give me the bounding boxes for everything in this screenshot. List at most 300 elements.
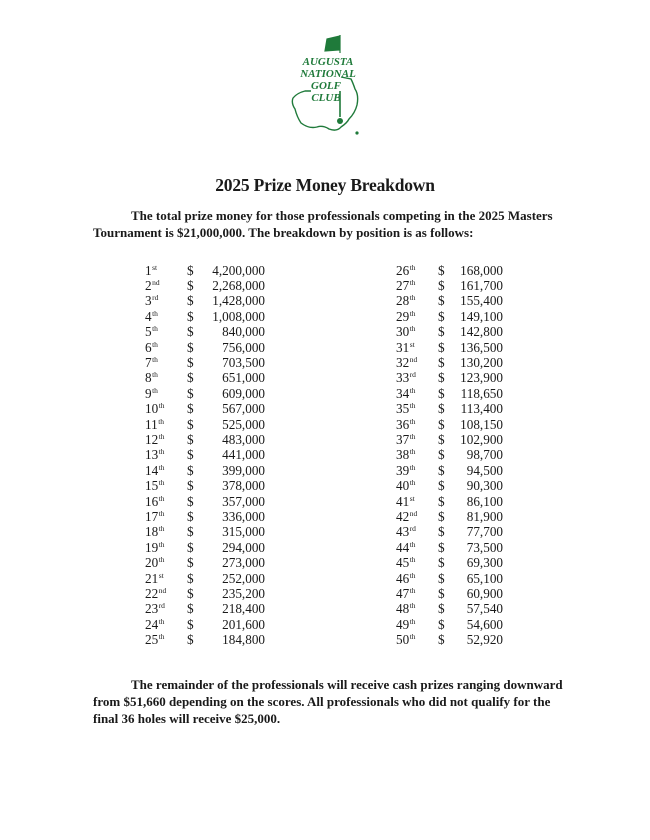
position: [396, 309, 438, 325]
ordinal-suffix: th: [409, 478, 416, 488]
position: [396, 432, 438, 448]
position: [145, 524, 187, 540]
position-number: 23: [145, 601, 159, 617]
currency-symbol: $: [438, 570, 445, 586]
prize-amount: 90,300: [466, 478, 503, 494]
currency-symbol: $: [187, 278, 194, 294]
prize-amount: 525,000: [222, 416, 265, 432]
ordinal-suffix: th: [152, 308, 158, 318]
position: [396, 386, 438, 402]
currency-symbol: $: [187, 355, 194, 371]
position: [396, 355, 438, 371]
logo-line-1: AUGUSTA: [302, 56, 354, 68]
position-number: 24: [145, 616, 159, 632]
position-number: 2: [145, 278, 152, 294]
ordinal-suffix: th: [158, 432, 165, 441]
payout-row: [396, 386, 503, 401]
prize-amount: 57,540: [466, 601, 503, 617]
prize-amount: 1,008,000: [212, 308, 265, 324]
prize-amount: 201,600: [222, 616, 265, 632]
currency-symbol: $: [438, 416, 445, 432]
position: [145, 340, 187, 356]
ordinal-suffix: nd: [152, 278, 160, 288]
prize-amount: 65,100: [466, 570, 503, 586]
position-number: 41: [396, 493, 410, 509]
ordinal-suffix: th: [158, 616, 165, 626]
ordinal-suffix: rd: [158, 601, 165, 611]
payout-row: [145, 402, 265, 417]
position: [396, 293, 438, 309]
payout-row: [396, 432, 503, 447]
currency-symbol: $: [438, 385, 445, 401]
ordinal-suffix: nd: [409, 508, 418, 518]
position: [396, 417, 438, 433]
position-number: 50: [396, 632, 410, 648]
ordinal-suffix: th: [158, 524, 165, 534]
position: [396, 632, 438, 648]
position-number: 26: [396, 262, 410, 278]
position-number: 45: [396, 555, 410, 571]
payout-row: [396, 355, 503, 370]
payout-row: [145, 340, 265, 355]
position-number: 14: [145, 462, 159, 478]
ordinal-suffix: th: [409, 555, 416, 565]
payout-row: [396, 278, 503, 293]
payout-row: [145, 325, 265, 340]
prize-amount: 1,428,000: [212, 293, 265, 309]
position-number: 36: [396, 416, 410, 432]
prize-amount: 273,000: [222, 555, 265, 571]
payout-row: [145, 417, 265, 432]
currency-symbol: $: [187, 601, 194, 617]
ordinal-suffix: nd: [409, 355, 418, 365]
payout-row: [145, 632, 265, 647]
payout-row: [145, 263, 265, 278]
ordinal-suffix: th: [409, 262, 416, 272]
position-number: 22: [145, 585, 159, 601]
position: [396, 340, 438, 356]
ordinal-suffix: th: [409, 324, 416, 334]
prize-amount: 336,000: [222, 508, 265, 524]
payout-row: [396, 494, 503, 509]
logo-line-4: CLUB: [311, 92, 341, 104]
currency-symbol: $: [187, 493, 194, 509]
position: [145, 571, 187, 587]
position-number: 20: [145, 555, 159, 571]
prize-amount: 651,000: [222, 370, 265, 386]
ordinal-suffix: th: [158, 416, 165, 426]
position-number: 47: [396, 585, 410, 601]
prize-amount: 98,700: [466, 447, 503, 463]
ordinal-suffix: th: [152, 339, 158, 349]
ordinal-suffix: th: [158, 447, 165, 457]
currency-symbol: $: [187, 447, 194, 463]
ordinal-suffix: th: [152, 385, 158, 395]
payout-row: [396, 463, 503, 478]
ordinal-suffix: th: [409, 462, 416, 472]
ordinal-suffix: rd: [409, 524, 416, 534]
flag-icon: [325, 35, 340, 53]
position: [396, 447, 438, 463]
payout-row: [145, 571, 265, 586]
ordinal-suffix: th: [158, 462, 165, 472]
payout-row: [396, 402, 503, 417]
ordinal-suffix: st: [152, 262, 158, 272]
currency-symbol: $: [438, 555, 445, 571]
currency-symbol: $: [438, 447, 445, 463]
position: [145, 555, 187, 571]
prize-amount: 86,100: [466, 493, 503, 509]
prize-amount: 218,400: [222, 601, 265, 617]
currency-symbol: $: [187, 385, 194, 401]
prize-amount: 108,150: [460, 416, 503, 432]
ordinal-suffix: th: [409, 278, 416, 288]
currency-symbol: $: [187, 555, 194, 571]
position-number: 4: [145, 308, 152, 324]
prize-amount: 123,900: [460, 370, 503, 386]
currency-symbol: $: [438, 278, 445, 294]
position-number: 9: [145, 385, 152, 401]
position-number: 28: [396, 293, 410, 309]
position: [396, 278, 438, 294]
prize-amount: 315,000: [222, 524, 265, 540]
currency-symbol: $: [438, 493, 445, 509]
payout-row: [396, 325, 503, 340]
currency-symbol: $: [187, 462, 194, 478]
currency-symbol: $: [438, 478, 445, 494]
currency-symbol: $: [187, 585, 194, 601]
payout-row: [396, 525, 503, 540]
position: [145, 463, 187, 479]
position-number: 31: [396, 339, 410, 355]
prize-amount: 294,000: [222, 539, 265, 555]
ordinal-suffix: th: [409, 447, 416, 457]
currency-symbol: $: [187, 632, 194, 648]
position: [145, 401, 187, 417]
ordinal-suffix: th: [152, 355, 158, 365]
payout-row: [145, 525, 265, 540]
intro-text: The total prize money for those professionals competing in the 2025 Masters Tournament is $21,000,000. The breakdown by position is as follows:: [93, 208, 553, 240]
remainder-text: The remainder of the professionals will receive cash prizes ranging downward from $51,660 depending on the scores. All professionals who did not qualify for the final 36 holes will receive $25,000.: [93, 677, 563, 726]
currency-symbol: $: [187, 524, 194, 540]
position-number: 10: [145, 401, 159, 417]
position-number: 40: [396, 478, 410, 494]
logo-line-2: NATIONAL: [300, 68, 356, 80]
prize-amount: 118,650: [460, 385, 503, 401]
currency-symbol: $: [438, 339, 445, 355]
position-number: 35: [396, 401, 410, 417]
remainder-paragraph: [93, 676, 563, 727]
currency-symbol: $: [187, 293, 194, 309]
prize-amount: 235,200: [222, 585, 265, 601]
prize-amount: 567,000: [222, 401, 265, 417]
currency-symbol: $: [438, 293, 445, 309]
payout-row: [145, 371, 265, 386]
position-number: 44: [396, 539, 410, 555]
position: [145, 386, 187, 402]
payout-row: [396, 371, 503, 386]
position-number: 27: [396, 278, 410, 294]
currency-symbol: $: [187, 370, 194, 386]
position: [396, 524, 438, 540]
prize-amount: 4,200,000: [212, 262, 265, 278]
currency-symbol: $: [187, 616, 194, 632]
position: [396, 571, 438, 587]
currency-symbol: $: [187, 339, 194, 355]
ordinal-suffix: th: [152, 370, 158, 380]
ordinal-suffix: st: [409, 493, 415, 503]
currency-symbol: $: [187, 539, 194, 555]
currency-symbol: $: [187, 508, 194, 524]
currency-symbol: $: [438, 539, 445, 555]
prize-amount: 81,900: [466, 508, 503, 524]
prize-amount: 483,000: [222, 432, 265, 447]
prize-amount: 357,000: [222, 493, 265, 509]
position-number: 15: [145, 478, 159, 494]
ordinal-suffix: nd: [158, 585, 167, 595]
position-number: 19: [145, 539, 159, 555]
position: [396, 478, 438, 494]
position-number: 6: [145, 339, 152, 355]
position-number: 7: [145, 355, 152, 371]
currency-symbol: $: [187, 570, 194, 586]
currency-symbol: $: [187, 416, 194, 432]
prize-amount: 840,000: [222, 324, 265, 340]
position: [145, 478, 187, 494]
currency-symbol: $: [438, 524, 445, 540]
currency-symbol: $: [438, 324, 445, 340]
page-title: 2025 Prize Money Breakdown: [215, 175, 435, 195]
ordinal-suffix: th: [158, 478, 165, 488]
prize-amount: 60,900: [466, 585, 503, 601]
position: [145, 324, 187, 340]
prize-amount: 161,700: [460, 278, 503, 294]
ordinal-suffix: st: [158, 570, 164, 580]
payout-row: [145, 478, 265, 493]
payout-row: [396, 509, 503, 524]
position-number: 25: [145, 632, 159, 648]
prize-amount: 142,800: [460, 324, 503, 340]
position-number: 18: [145, 524, 159, 540]
payout-row: [396, 555, 503, 570]
payout-row: [145, 602, 265, 617]
payout-row: [396, 602, 503, 617]
ordinal-suffix: rd: [409, 370, 416, 380]
ordinal-suffix: th: [409, 616, 416, 626]
position-number: 1: [145, 262, 152, 278]
payout-row: [145, 463, 265, 478]
position: [145, 601, 187, 617]
position-number: 12: [145, 432, 159, 447]
position: [145, 632, 187, 648]
ordinal-suffix: th: [409, 416, 416, 426]
payout-row: [396, 340, 503, 355]
currency-symbol: $: [438, 508, 445, 524]
currency-symbol: $: [187, 324, 194, 340]
prize-amount: 73,500: [466, 539, 503, 555]
position-number: 37: [396, 432, 410, 447]
position-number: 46: [396, 570, 410, 586]
ordinal-suffix: th: [158, 508, 165, 518]
prize-amount: 609,000: [222, 385, 265, 401]
logo-graphic: [283, 33, 373, 143]
position-number: 33: [396, 370, 410, 386]
position: [145, 494, 187, 510]
payout-row: [396, 540, 503, 555]
payout-row: [145, 386, 265, 401]
payout-row: [396, 617, 503, 632]
prize-amount: 130,200: [460, 355, 503, 371]
payout-row: [396, 294, 503, 309]
payout-row: [145, 432, 265, 447]
position-number: 48: [396, 601, 410, 617]
ordinal-suffix: th: [158, 555, 165, 565]
currency-symbol: $: [187, 262, 194, 278]
position: [396, 370, 438, 386]
position-number: 16: [145, 493, 159, 509]
position: [396, 555, 438, 571]
position-number: 32: [396, 355, 410, 371]
position: [145, 417, 187, 433]
augusta-national-logo: [283, 33, 373, 143]
currency-symbol: $: [187, 308, 194, 324]
prize-amount: 54,600: [466, 616, 503, 632]
intro-paragraph: [93, 207, 563, 241]
payout-row: [396, 632, 503, 647]
position: [145, 370, 187, 386]
payout-row: [145, 494, 265, 509]
currency-symbol: $: [438, 601, 445, 617]
prize-amount: 184,800: [222, 632, 265, 648]
currency-symbol: $: [438, 462, 445, 478]
position: [145, 355, 187, 371]
position: [145, 432, 187, 448]
position-number: 30: [396, 324, 410, 340]
prize-amount: 756,000: [222, 339, 265, 355]
prize-amount: 113,400: [460, 401, 503, 417]
position-number: 38: [396, 447, 410, 463]
position: [396, 540, 438, 556]
currency-symbol: $: [438, 632, 445, 648]
prize-amount: 155,400: [460, 293, 503, 309]
position-number: 43: [396, 524, 410, 540]
currency-symbol: $: [187, 401, 194, 417]
position-number: 8: [145, 370, 152, 386]
ordinal-suffix: th: [409, 401, 416, 411]
currency-symbol: $: [438, 585, 445, 601]
payout-row: [396, 571, 503, 586]
payout-row: [145, 448, 265, 463]
payout-row: [396, 417, 503, 432]
payout-row: [145, 309, 265, 324]
position: [145, 540, 187, 556]
ordinal-suffix: th: [409, 601, 416, 611]
ordinal-suffix: th: [158, 401, 165, 411]
payout-column-right: [396, 263, 503, 648]
position: [145, 509, 187, 525]
position: [396, 263, 438, 279]
prize-amount: 252,000: [222, 570, 265, 586]
position: [145, 309, 187, 325]
position: [145, 617, 187, 633]
position: [396, 494, 438, 510]
ordinal-suffix: th: [409, 570, 416, 580]
position: [396, 586, 438, 602]
payout-row: [145, 355, 265, 370]
payout-row: [145, 294, 265, 309]
prize-amount: 399,000: [222, 462, 265, 478]
payout-column-left: [145, 263, 265, 648]
position: [145, 263, 187, 279]
prize-amount: 102,900: [460, 432, 503, 447]
position-number: 34: [396, 385, 410, 401]
payout-row: [145, 278, 265, 293]
currency-symbol: $: [438, 355, 445, 371]
currency-symbol: $: [187, 432, 194, 447]
currency-symbol: $: [438, 616, 445, 632]
payout-row: [396, 448, 503, 463]
prize-amount: 441,000: [222, 447, 265, 463]
ordinal-suffix: th: [409, 585, 416, 595]
prize-amount: 378,000: [222, 478, 265, 494]
payout-row: [396, 263, 503, 278]
position: [396, 401, 438, 417]
prize-amount: 168,000: [460, 262, 503, 278]
ordinal-suffix: th: [158, 632, 165, 642]
position: [145, 293, 187, 309]
position: [396, 617, 438, 633]
prize-amount: 52,920: [466, 632, 503, 648]
payout-row: [145, 555, 265, 570]
position: [145, 586, 187, 602]
ordinal-suffix: th: [152, 324, 158, 334]
ordinal-suffix: th: [409, 293, 416, 303]
prize-amount: 136,500: [460, 339, 503, 355]
ordinal-suffix: st: [409, 339, 415, 349]
payout-row: [396, 586, 503, 601]
position-number: 39: [396, 462, 410, 478]
position-number: 3: [145, 293, 152, 309]
ordinal-suffix: rd: [152, 293, 159, 303]
position: [396, 324, 438, 340]
payout-row: [396, 309, 503, 324]
ordinal-suffix: th: [409, 385, 416, 395]
position-number: 17: [145, 508, 159, 524]
position-number: 29: [396, 308, 410, 324]
position-number: 49: [396, 616, 410, 632]
position: [396, 601, 438, 617]
ordinal-suffix: th: [158, 493, 165, 503]
position-number: 42: [396, 508, 410, 524]
position: [396, 463, 438, 479]
ordinal-suffix: th: [409, 308, 416, 318]
prize-amount: 149,100: [460, 308, 503, 324]
position-number: 11: [145, 416, 158, 432]
prize-amount: 69,300: [466, 555, 503, 571]
position: [145, 278, 187, 294]
currency-symbol: $: [438, 308, 445, 324]
payout-row: [145, 509, 265, 524]
currency-symbol: $: [438, 432, 445, 447]
currency-symbol: $: [438, 262, 445, 278]
logo-line-3: GOLF: [311, 80, 341, 92]
position-number: 5: [145, 324, 152, 340]
position-number: 13: [145, 447, 159, 463]
position: [396, 509, 438, 525]
ordinal-suffix: th: [409, 632, 416, 642]
currency-symbol: $: [438, 370, 445, 386]
ordinal-suffix: th: [409, 432, 416, 441]
